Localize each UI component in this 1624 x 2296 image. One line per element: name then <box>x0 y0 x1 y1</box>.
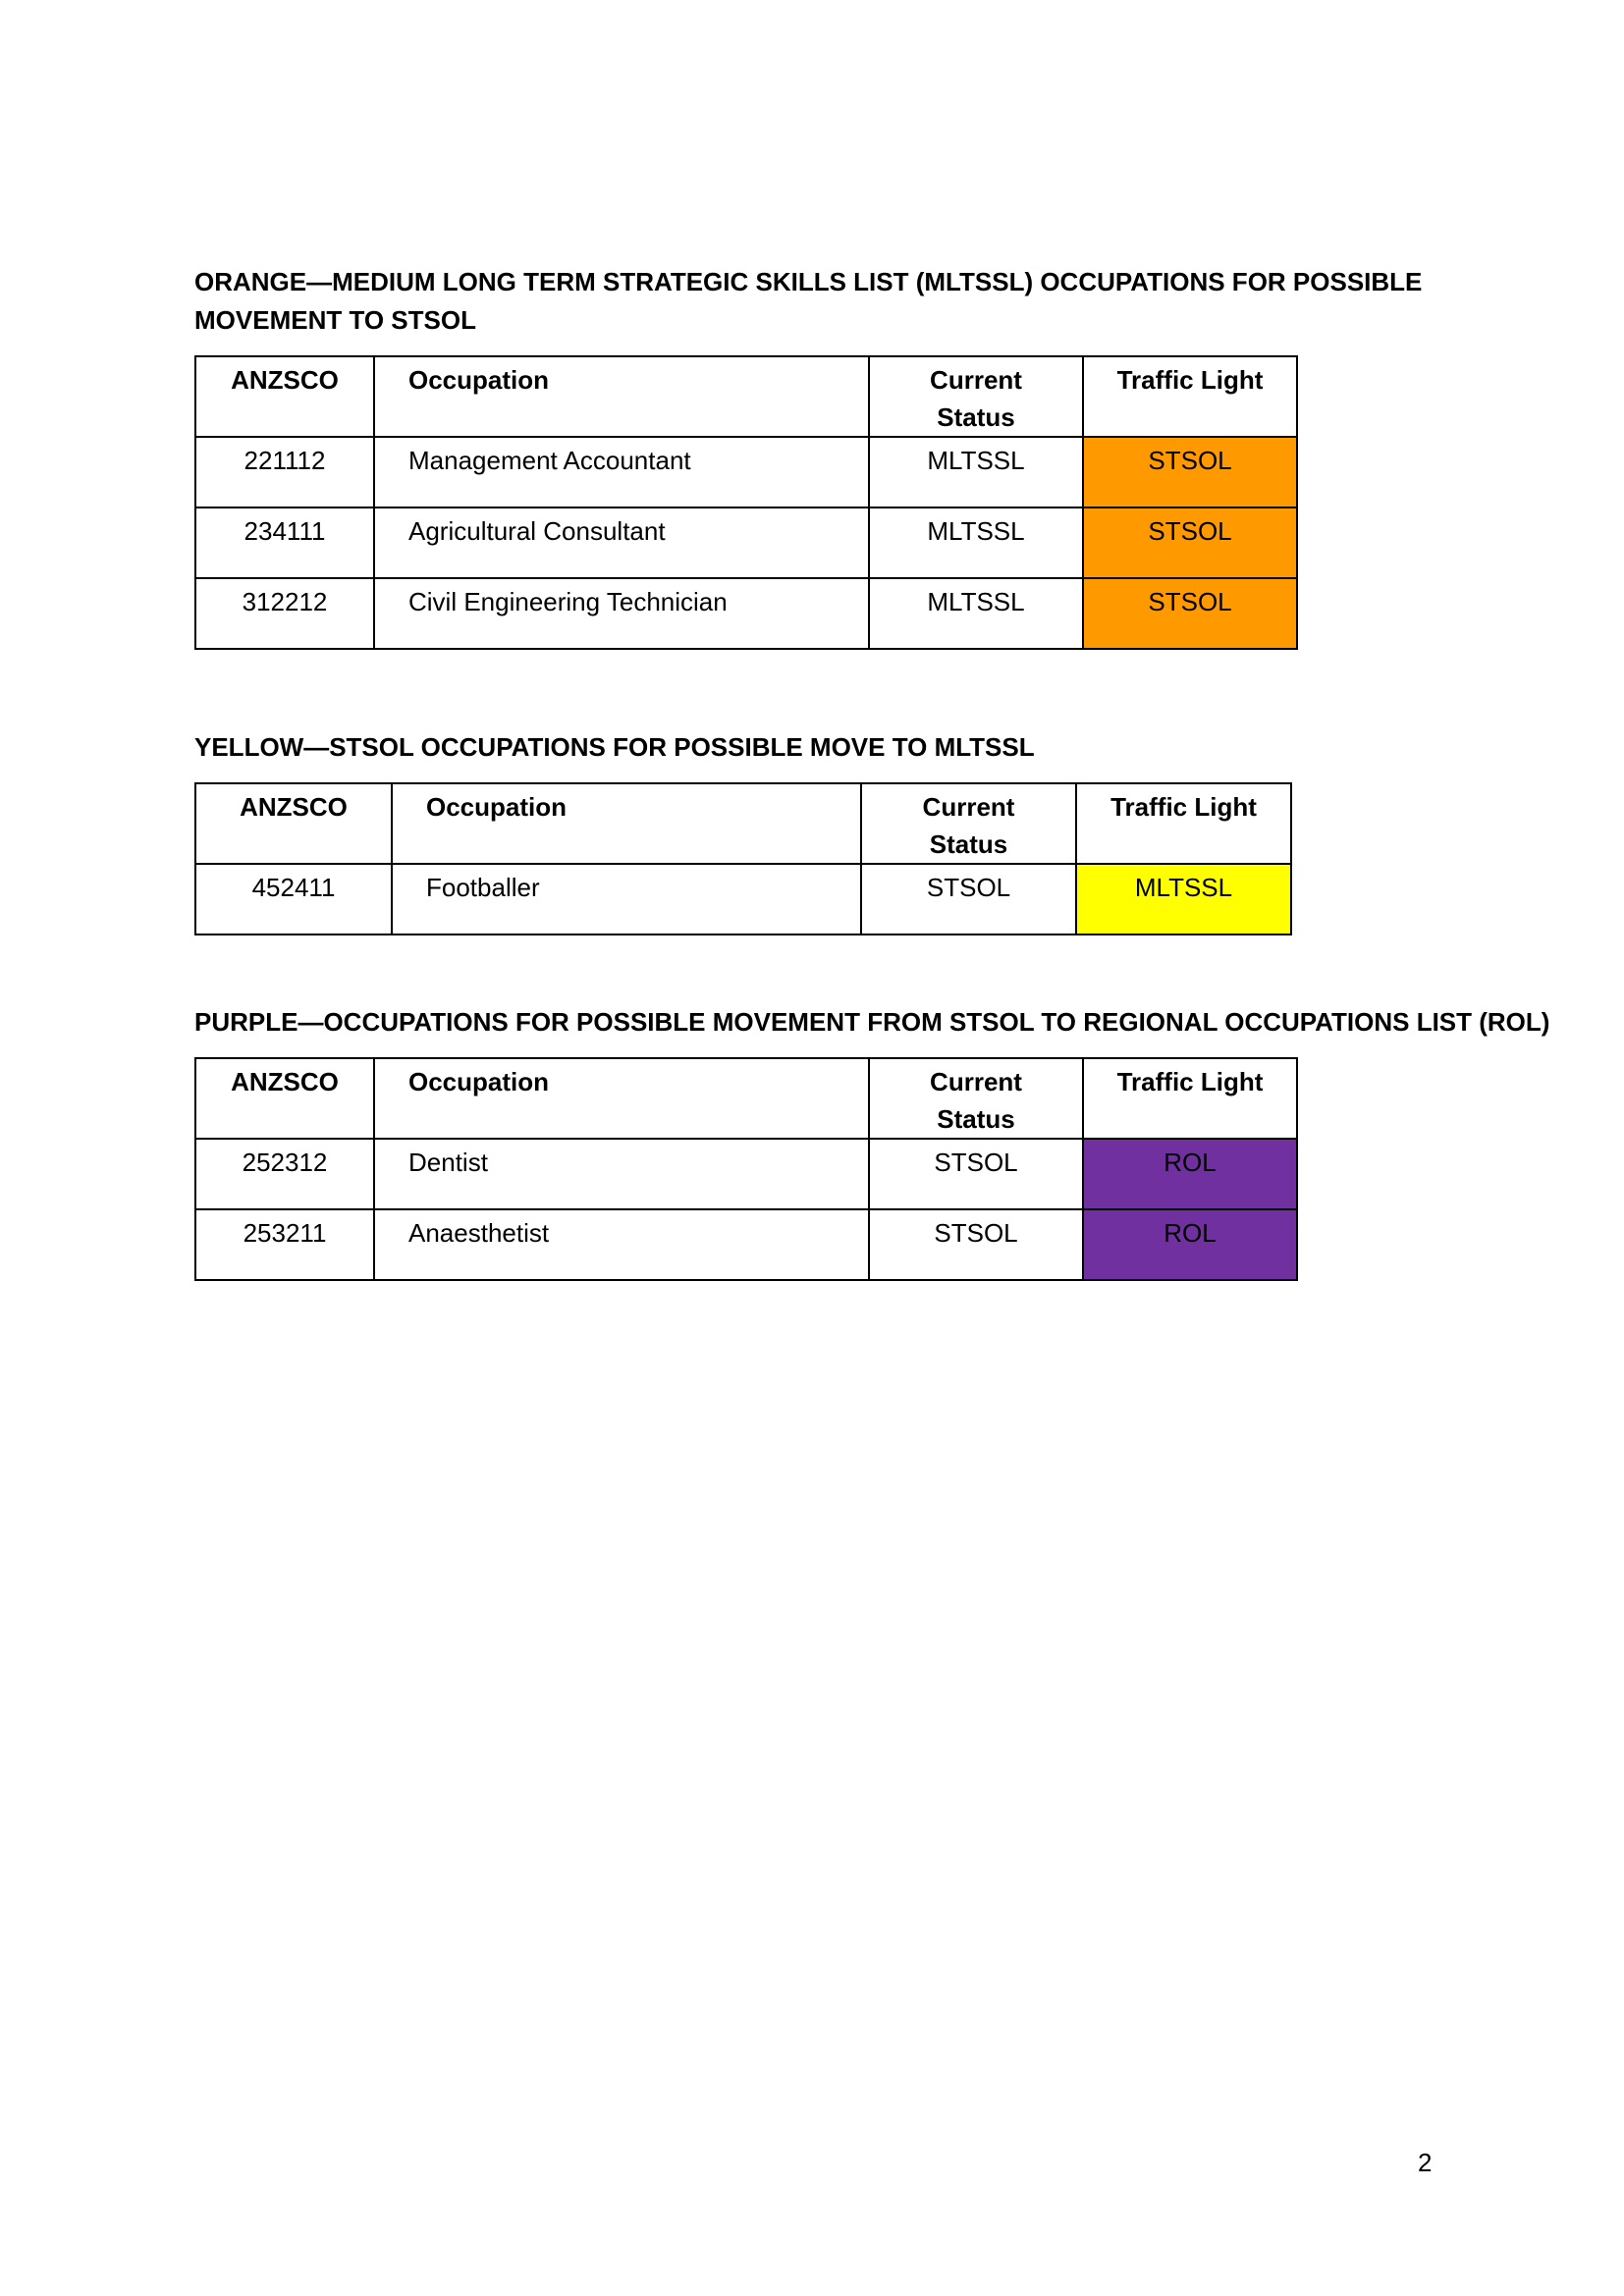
anzsco-code: 252312 <box>195 1139 374 1209</box>
table-row <box>195 1209 1297 1280</box>
header-occupation: Occupation <box>374 1058 869 1139</box>
current-status: STSOL <box>869 1209 1083 1280</box>
header-anzsco: ANZSCO <box>195 1058 374 1139</box>
header-traffic-light: Traffic Light <box>1083 1058 1297 1139</box>
traffic-light-cell: STSOL <box>1083 437 1297 507</box>
current-status: MLTSSL <box>869 437 1083 507</box>
current-status: MLTSSL <box>869 578 1083 649</box>
occupation-name: Footballer <box>392 864 861 934</box>
current-status: MLTSSL <box>869 507 1083 578</box>
occupation-name: Management Accountant <box>374 437 869 507</box>
table-row <box>195 864 1291 934</box>
traffic-light-cell: STSOL <box>1083 578 1297 649</box>
occupation-name: Civil Engineering Technician <box>374 578 869 649</box>
traffic-light-cell: MLTSSL <box>1076 864 1291 934</box>
header-anzsco: ANZSCO <box>195 783 392 864</box>
occupation-name: Dentist <box>374 1139 869 1209</box>
occupation-table-orange <box>194 355 1298 650</box>
anzsco-code: 253211 <box>195 1209 374 1280</box>
anzsco-code: 452411 <box>195 864 392 934</box>
anzsco-code: 221112 <box>195 437 374 507</box>
anzsco-code: 312212 <box>195 578 374 649</box>
header-anzsco: ANZSCO <box>195 356 374 437</box>
current-status: STSOL <box>861 864 1076 934</box>
traffic-light-cell: STSOL <box>1083 507 1297 578</box>
table-header-row <box>195 356 1297 437</box>
table-row <box>195 437 1297 507</box>
occupation-table-purple <box>194 1057 1298 1281</box>
header-current-status: Current Status <box>869 1058 1083 1139</box>
table-row <box>195 1139 1297 1209</box>
occupation-name: Agricultural Consultant <box>374 507 869 578</box>
header-traffic-light: Traffic Light <box>1083 356 1297 437</box>
header-current-status: Current Status <box>861 783 1076 864</box>
traffic-light-cell: ROL <box>1083 1209 1297 1280</box>
header-traffic-light: Traffic Light <box>1076 783 1291 864</box>
anzsco-code: 234111 <box>195 507 374 578</box>
current-status: STSOL <box>869 1139 1083 1209</box>
header-occupation: Occupation <box>374 356 869 437</box>
section-heading-yellow: YELLOW—STSOL OCCUPATIONS FOR POSSIBLE MOVE TO MLTSSL <box>194 732 1035 762</box>
section-heading-purple: PURPLE—OCCUPATIONS FOR POSSIBLE MOVEMENT FROM STSOL TO REGIONAL OCCUPATIONS LIST (ROL) <box>194 1007 1550 1037</box>
page-number: 2 <box>1418 2148 1433 2177</box>
table-header-row <box>195 1058 1297 1139</box>
occupation-name: Anaesthetist <box>374 1209 869 1280</box>
header-current-status: Current Status <box>869 356 1083 437</box>
table-header-row <box>195 783 1291 864</box>
occupation-table-yellow <box>194 782 1292 935</box>
traffic-light-cell: ROL <box>1083 1139 1297 1209</box>
table-row <box>195 507 1297 578</box>
header-occupation: Occupation <box>392 783 861 864</box>
table-row <box>195 578 1297 649</box>
section-heading-orange: ORANGE—MEDIUM LONG TERM STRATEGIC SKILLS LIST (MLTSSL) OCCUPATIONS FOR POSSIBLE MOVEMENT TO STSOL <box>194 267 1423 335</box>
